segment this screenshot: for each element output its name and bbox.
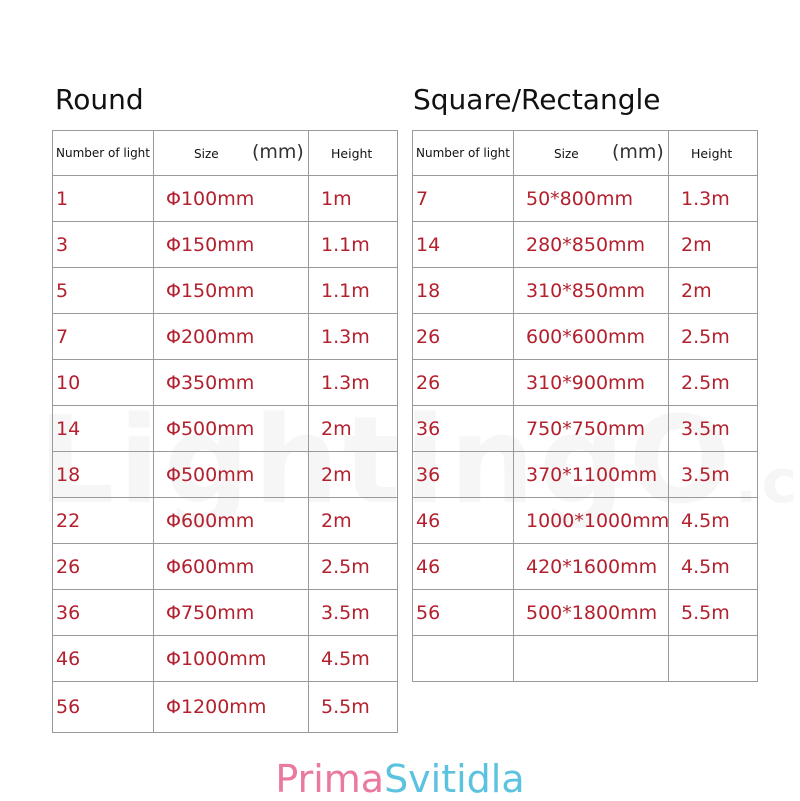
cell-height: 3.5m — [669, 406, 758, 452]
square-section-title: Square/Rectangle — [413, 83, 661, 116]
table-row — [53, 268, 398, 314]
table-row — [413, 176, 758, 222]
cell-height: 2m — [669, 268, 758, 314]
cell-number-of-light: 36 — [413, 452, 514, 498]
header-size — [154, 131, 309, 176]
table-header-row — [413, 131, 758, 176]
table-header-row — [53, 131, 398, 176]
table-row — [53, 452, 398, 498]
cell-size: Φ350mm — [154, 360, 309, 406]
table-row — [53, 360, 398, 406]
cell-number-of-light: 7 — [53, 314, 154, 360]
cell-number-of-light: 5 — [53, 268, 154, 314]
cell-size: Φ1200mm — [154, 682, 309, 733]
cell-size: 1000*1000mm — [514, 498, 669, 544]
cell-number-of-light: 14 — [413, 222, 514, 268]
cell-height — [669, 636, 758, 682]
table-row — [413, 636, 758, 682]
cell-number-of-light: 26 — [53, 544, 154, 590]
table-row — [53, 636, 398, 682]
header-size-label: Size — [194, 147, 219, 161]
brand-part1: Prima — [275, 757, 385, 801]
cell-height: 5.5m — [309, 682, 398, 733]
cell-size: 310*900mm — [514, 360, 669, 406]
cell-number-of-light: 56 — [413, 590, 514, 636]
cell-size: 420*1600mm — [514, 544, 669, 590]
cell-number-of-light: 18 — [413, 268, 514, 314]
round-section-title: Round — [55, 83, 144, 116]
cell-height: 1.3m — [309, 314, 398, 360]
table-row — [53, 544, 398, 590]
table-row — [413, 498, 758, 544]
cell-size: Φ150mm — [154, 222, 309, 268]
cell-height: 1.1m — [309, 222, 398, 268]
header-size-unit: (mm) — [612, 141, 664, 163]
cell-number-of-light: 46 — [413, 498, 514, 544]
cell-size: 50*800mm — [514, 176, 669, 222]
cell-height: 2m — [309, 498, 398, 544]
table-row — [53, 498, 398, 544]
cell-height: 2m — [309, 452, 398, 498]
cell-height: 3.5m — [309, 590, 398, 636]
table-row — [413, 268, 758, 314]
cell-size: Φ500mm — [154, 406, 309, 452]
cell-height: 5.5m — [669, 590, 758, 636]
cell-size — [514, 636, 669, 682]
cell-size: Φ200mm — [154, 314, 309, 360]
table-row — [413, 314, 758, 360]
cell-height: 2m — [309, 406, 398, 452]
cell-number-of-light: 18 — [53, 452, 154, 498]
cell-size: 750*750mm — [514, 406, 669, 452]
table-row — [53, 682, 398, 733]
cell-size: Φ500mm — [154, 452, 309, 498]
cell-size: Φ750mm — [154, 590, 309, 636]
table-row — [413, 452, 758, 498]
brand-part2: Svitidla — [384, 757, 525, 801]
cell-height: 4.5m — [669, 544, 758, 590]
cell-number-of-light: 14 — [53, 406, 154, 452]
cell-number-of-light: 10 — [53, 360, 154, 406]
table-row — [53, 590, 398, 636]
table-row — [53, 314, 398, 360]
header-size-label: Size — [554, 147, 579, 161]
square-spec-table — [412, 130, 758, 682]
header-size-unit: (mm) — [252, 141, 304, 163]
cell-height: 1.3m — [309, 360, 398, 406]
cell-number-of-light: 36 — [413, 406, 514, 452]
header-height: Height — [669, 131, 758, 176]
cell-size: 310*850mm — [514, 268, 669, 314]
cell-number-of-light: 46 — [53, 636, 154, 682]
table-row — [413, 406, 758, 452]
table-row — [53, 222, 398, 268]
cell-height: 3.5m — [669, 452, 758, 498]
cell-size: 280*850mm — [514, 222, 669, 268]
cell-height: 2.5m — [309, 544, 398, 590]
round-spec-table — [52, 130, 398, 733]
table-row — [413, 544, 758, 590]
header-number-of-light: Number of light — [413, 131, 514, 176]
cell-number-of-light: 26 — [413, 314, 514, 360]
cell-number-of-light: 36 — [53, 590, 154, 636]
cell-size: 370*1100mm — [514, 452, 669, 498]
cell-number-of-light: 1 — [53, 176, 154, 222]
cell-height: 4.5m — [669, 498, 758, 544]
header-number-of-light: Number of light — [53, 131, 154, 176]
cell-number-of-light: 22 — [53, 498, 154, 544]
cell-size: Φ100mm — [154, 176, 309, 222]
cell-size: Φ1000mm — [154, 636, 309, 682]
cell-size: Φ600mm — [154, 544, 309, 590]
cell-size: Φ600mm — [154, 498, 309, 544]
table-row — [413, 222, 758, 268]
table-row — [413, 360, 758, 406]
cell-size: 500*1800mm — [514, 590, 669, 636]
cell-height: 1m — [309, 176, 398, 222]
table-row — [413, 590, 758, 636]
cell-number-of-light: 3 — [53, 222, 154, 268]
cell-size: Φ150mm — [154, 268, 309, 314]
header-height: Height — [309, 131, 398, 176]
cell-size: 600*600mm — [514, 314, 669, 360]
cell-number-of-light: 46 — [413, 544, 514, 590]
header-size — [514, 131, 669, 176]
cell-height: 1.3m — [669, 176, 758, 222]
brand-logo — [0, 757, 800, 801]
cell-height: 1.1m — [309, 268, 398, 314]
table-row — [53, 176, 398, 222]
cell-number-of-light — [413, 636, 514, 682]
cell-height: 4.5m — [309, 636, 398, 682]
cell-number-of-light: 56 — [53, 682, 154, 733]
cell-number-of-light: 7 — [413, 176, 514, 222]
table-row — [53, 406, 398, 452]
cell-height: 2.5m — [669, 360, 758, 406]
cell-height: 2m — [669, 222, 758, 268]
cell-height: 2.5m — [669, 314, 758, 360]
cell-number-of-light: 26 — [413, 360, 514, 406]
